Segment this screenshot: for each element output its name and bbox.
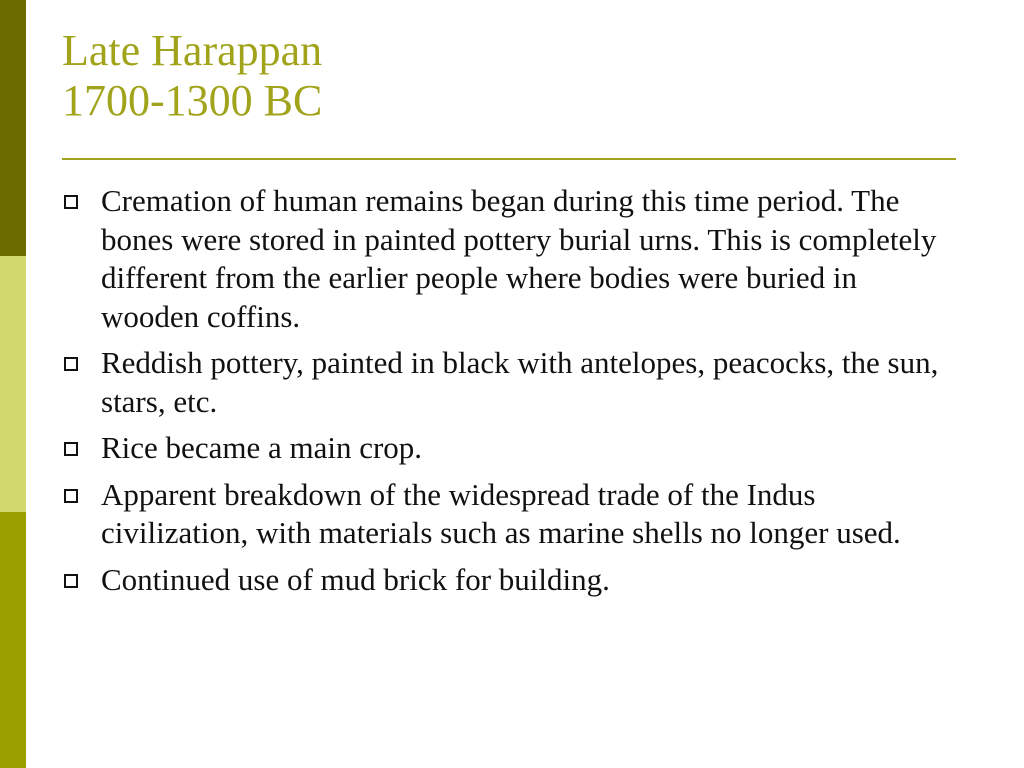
hollow-square-icon <box>64 574 78 588</box>
bullet-item <box>62 561 962 600</box>
left-accent-bar-medium <box>0 512 26 768</box>
title-divider <box>62 158 956 160</box>
slide-title <box>62 26 942 126</box>
hollow-square-icon <box>64 357 78 371</box>
bullet-text: Reddish pottery, painted in black with antelopes, peacocks, the sun, stars, etc. <box>101 345 939 419</box>
bullet-item <box>62 476 962 553</box>
bullet-item <box>62 344 962 421</box>
slide-title-line: Late Harappan <box>62 26 323 75</box>
bullet-text: Continued use of mud brick for building. <box>101 561 610 597</box>
slide-title-line: 1700-1300 BC <box>62 76 323 125</box>
left-accent-bar-light <box>0 256 26 512</box>
bullet-list <box>62 182 962 607</box>
bullet-text: Apparent breakdown of the widespread trade of the Indus civilization, with materials such as marine shells no longer used. <box>101 476 901 550</box>
hollow-square-icon <box>64 195 78 209</box>
bullet-text: Rice became a main crop. <box>101 430 423 465</box>
hollow-square-icon <box>64 442 78 456</box>
bullet-text: Cremation of human remains began during this time period. The bones were stored in painted pottery burial urns. This is completely different from the earlier people where bodies were buried in wooden coffins. <box>101 183 937 334</box>
bullet-item <box>62 429 962 468</box>
bullet-item <box>62 182 962 336</box>
left-accent-bar-dark <box>0 0 26 256</box>
hollow-square-icon <box>64 489 78 503</box>
